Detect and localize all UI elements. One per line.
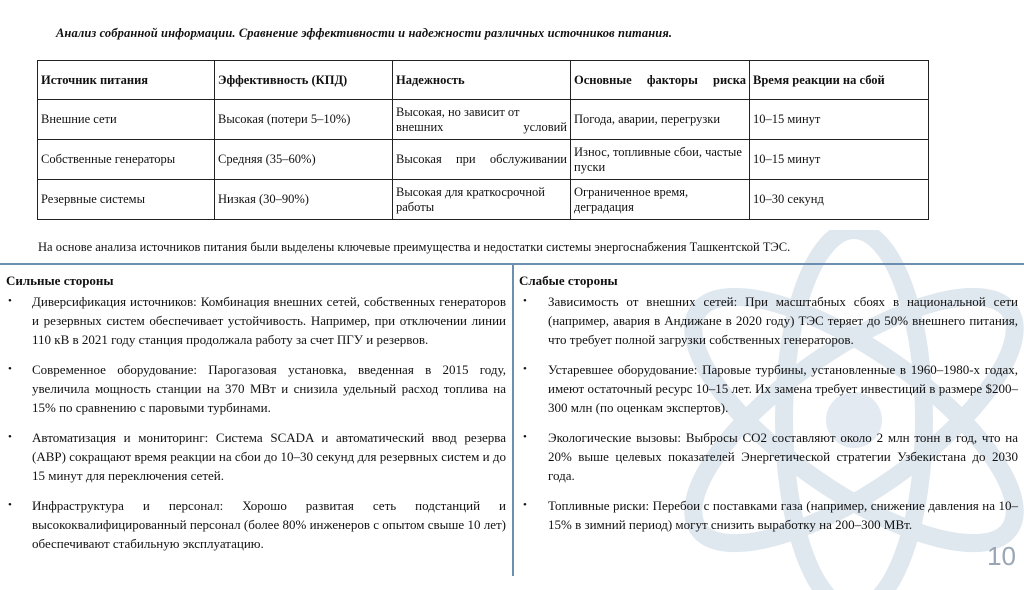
table-cell: Высокая для краткосрочной работы [393, 180, 571, 220]
list-item [0, 428, 512, 485]
bullet-icon: • [523, 499, 527, 511]
table-cell: Средняя (35–60%) [215, 140, 393, 180]
table-cell: Собственные генераторы [38, 140, 215, 180]
table-cell: 10–30 секунд [750, 180, 929, 220]
table-cell: Высокая при обслуживании [393, 140, 571, 180]
page-heading: Анализ собранной информации. Сравнение эффективности и надежности различных источников питания. [56, 26, 673, 40]
bullet-icon: • [523, 295, 527, 307]
table-cell: Погода, аварии, перегрузки [571, 100, 750, 140]
table-cell: Высокая, но зависит от внешних условий [393, 100, 571, 140]
bullet-icon: • [8, 499, 12, 511]
bullet-icon: • [523, 363, 527, 375]
list-item-text: Современное оборудование: Парогазовая установка, введенная в 2015 году, увеличила мощность станции на 370 МВт и снизила удельный расход топлива на 15% по сравнению с паровыми турбинами. [32, 362, 506, 415]
list-item [0, 360, 512, 417]
list-item-text: Зависимость от внешних сетей: При масштабных сбоях в национальной сети (например, авария в Андижане в 2020 году) ТЭС теряет до 50% внешнего питания, что требует полной загрузки собственных генераторов. [548, 294, 1018, 347]
list-item [514, 428, 1024, 485]
list-item-text: Инфраструктура и персонал: Хорошо развитая сеть подстанций и высококвалифицированный персонал (более 80% инженеров с опытом свыше 10 лет) обеспечивают стабильную эксплуатацию. [32, 498, 506, 551]
table-cell: Износ, топливные сбои, частые пуски [571, 140, 750, 180]
table-header-cell: Время реакции на сбой [750, 61, 929, 100]
list-item-text: Экологические вызовы: Выбросы CO2 составляют около 2 млн тонн в год, что на 20% выше целевых показателей Энергетической стратегии Узбекистана до 2030 года. [548, 430, 1018, 483]
table-cell: 10–15 минут [750, 140, 929, 180]
table-row [38, 180, 929, 220]
bullet-icon: • [8, 363, 12, 375]
table-row [38, 140, 929, 180]
list-item [0, 292, 512, 349]
table-cell: Высокая (потери 5–10%) [215, 100, 393, 140]
list-item-text: Автоматизация и мониторинг: Система SCADA и автоматический ввод резерва (АВР) сокращают время реакции на сбои до 10–30 секунд для резервных систем и до 15 минут для переключения сетей. [32, 430, 506, 483]
table-header-cell: Эффективность (КПД) [215, 61, 393, 100]
table-cell: 10–15 минут [750, 100, 929, 140]
list-item-text: Топливные риски: Перебои с поставками газа (например, снижение давления на 10–15% в зимний период) могут снизить выработку на 200–300 МВт. [548, 498, 1018, 532]
power-sources-table [37, 60, 929, 220]
table-cell: Ограниченное время, деградация [571, 180, 750, 220]
list-item [514, 496, 1024, 534]
analysis-note: На основе анализа источников питания были выделены ключевые преимущества и недостатки системы энергоснабжения Ташкентской ТЭС. [38, 240, 791, 254]
table-header-cell: Надежность [393, 61, 571, 100]
list-item [514, 360, 1024, 417]
table-header-cell: Источник питания [38, 61, 215, 100]
weaknesses-title: Слабые стороны [519, 273, 618, 288]
bullet-icon: • [523, 431, 527, 443]
table-row [38, 100, 929, 140]
table-header-cell: Основные факторы риска [571, 61, 750, 100]
list-item [514, 292, 1024, 349]
list-item [0, 496, 512, 553]
table-header-row [38, 61, 929, 100]
weaknesses-panel [514, 263, 1024, 576]
table-cell: Резервные системы [38, 180, 215, 220]
table-cell: Внешние сети [38, 100, 215, 140]
page-number: 10 [987, 541, 1016, 571]
bullet-icon: • [8, 431, 12, 443]
list-item-text: Диверсификация источников: Комбинация внешних сетей, собственных генераторов и резервных систем обеспечивает устойчивость. Например, при отключении линии 110 кВ в 2021 году станция продолжала работу за счет ПГУ и резервов. [32, 294, 506, 347]
strengths-title: Сильные стороны [6, 273, 114, 288]
table-cell: Низкая (30–90%) [215, 180, 393, 220]
strengths-panel [0, 263, 514, 576]
list-item-text: Устаревшее оборудование: Паровые турбины, установленные в 1960–1980-х годах, имеют остаточный ресурс 10–15 лет. Их замена требует инвестиций в размере $200–300 млн (по оценкам экспертов). [548, 362, 1018, 415]
bullet-icon: • [8, 295, 12, 307]
